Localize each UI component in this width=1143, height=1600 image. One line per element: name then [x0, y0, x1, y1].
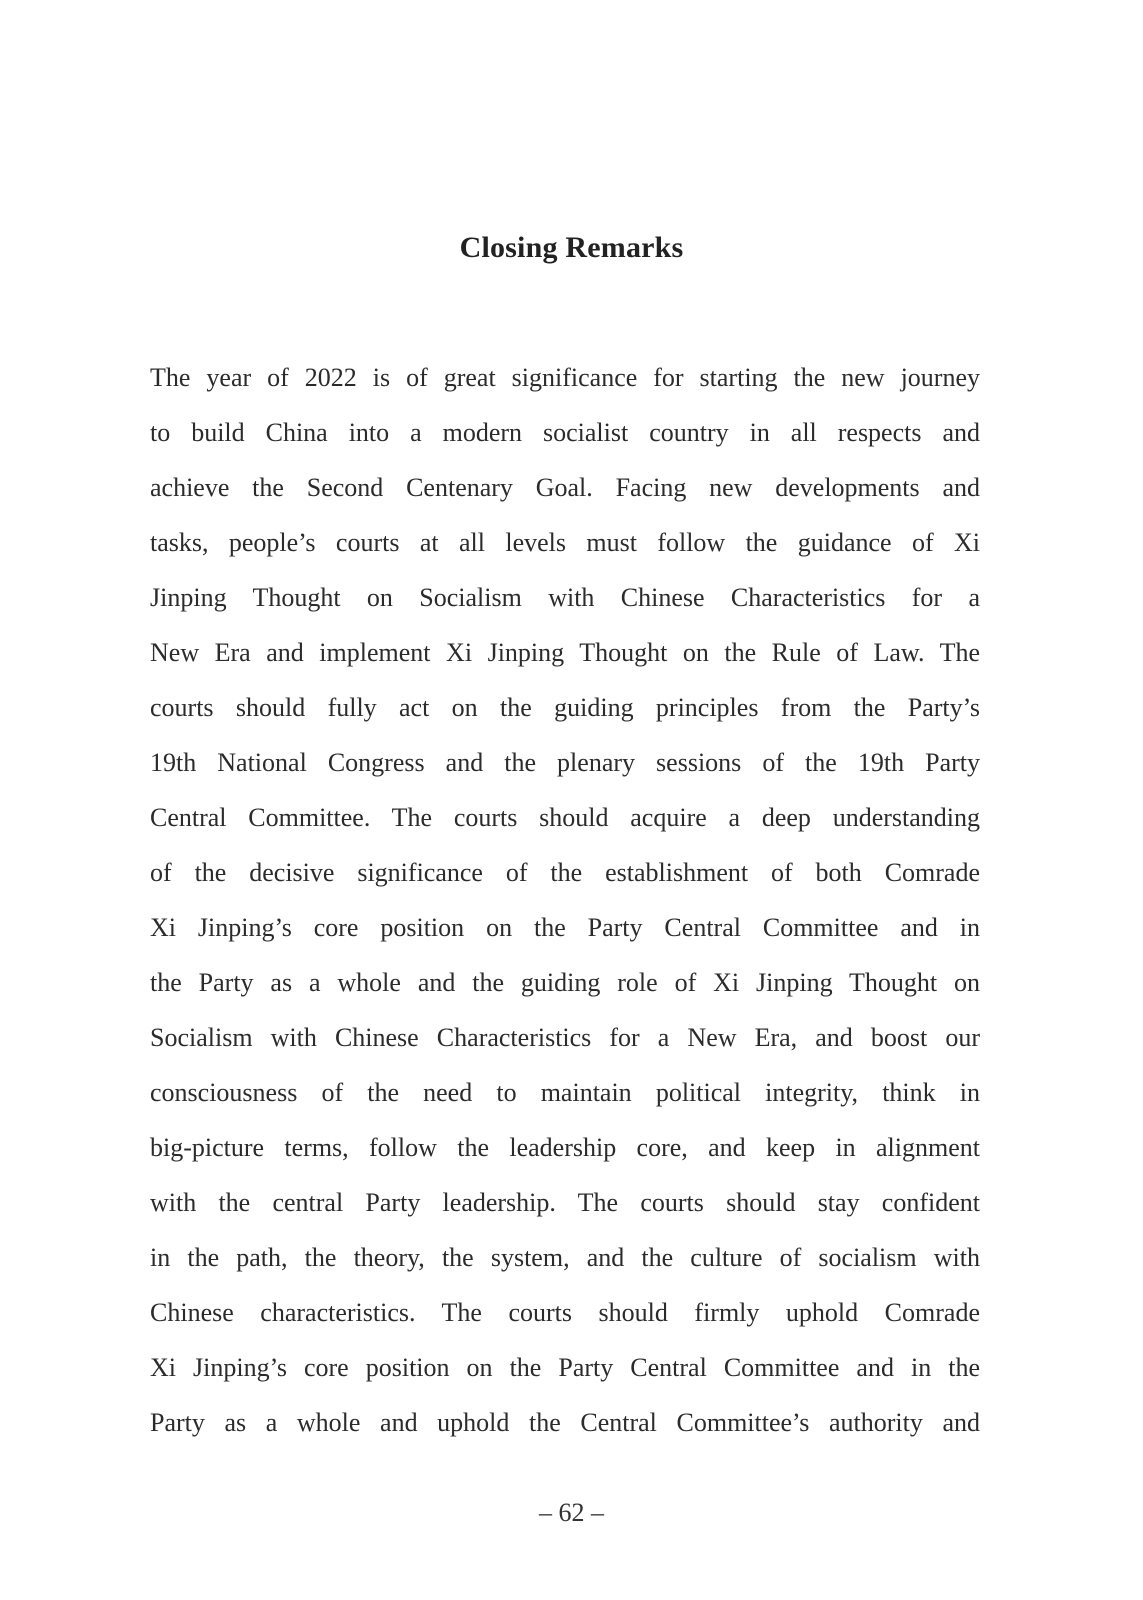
- text-line: consciousness of the need to maintain political integrity, think in: [150, 1078, 980, 1107]
- text-line: tasks, people’s courts at all levels must follow the guidance of Xi: [150, 528, 980, 557]
- body-paragraph: [150, 360, 980, 1460]
- text-line: Xi Jinping’s core position on the Party Central Committee and in: [150, 913, 980, 942]
- text-line: in the path, the theory, the system, and the culture of socialism with: [150, 1243, 980, 1272]
- text-line: achieve the Second Centenary Goal. Facing new developments and: [150, 473, 980, 502]
- text-line: the Party as a whole and the guiding role of Xi Jinping Thought on: [150, 968, 980, 997]
- text-line: Xi Jinping’s core position on the Party Central Committee and in the: [150, 1353, 980, 1382]
- page-number: – 62 –: [539, 1498, 604, 1527]
- text-line: Chinese characteristics. The courts should firmly uphold Comrade: [150, 1298, 980, 1327]
- text-line: Socialism with Chinese Characteristics for a New Era, and boost our: [150, 1023, 980, 1052]
- text-line: of the decisive significance of the establishment of both Comrade: [150, 858, 980, 887]
- text-line: big-picture terms, follow the leadership core, and keep in alignment: [150, 1133, 980, 1162]
- text-line: 19th National Congress and the plenary sessions of the 19th Party: [150, 748, 980, 777]
- text-line: with the central Party leadership. The courts should stay confident: [150, 1188, 980, 1217]
- text-line: Jinping Thought on Socialism with Chinese Characteristics for a: [150, 583, 980, 612]
- text-line: The year of 2022 is of great significance for starting the new journey: [150, 363, 980, 392]
- text-line: Central Committee. The courts should acquire a deep understanding: [150, 803, 980, 832]
- text-line: New Era and implement Xi Jinping Thought on the Rule of Law. The: [150, 638, 980, 667]
- page-title: Closing Remarks: [459, 231, 684, 264]
- text-line: Party as a whole and uphold the Central Committee’s authority and: [150, 1408, 980, 1437]
- text-line: courts should fully act on the guiding principles from the Party’s: [150, 693, 980, 722]
- text-line: to build China into a modern socialist country in all respects and: [150, 418, 980, 447]
